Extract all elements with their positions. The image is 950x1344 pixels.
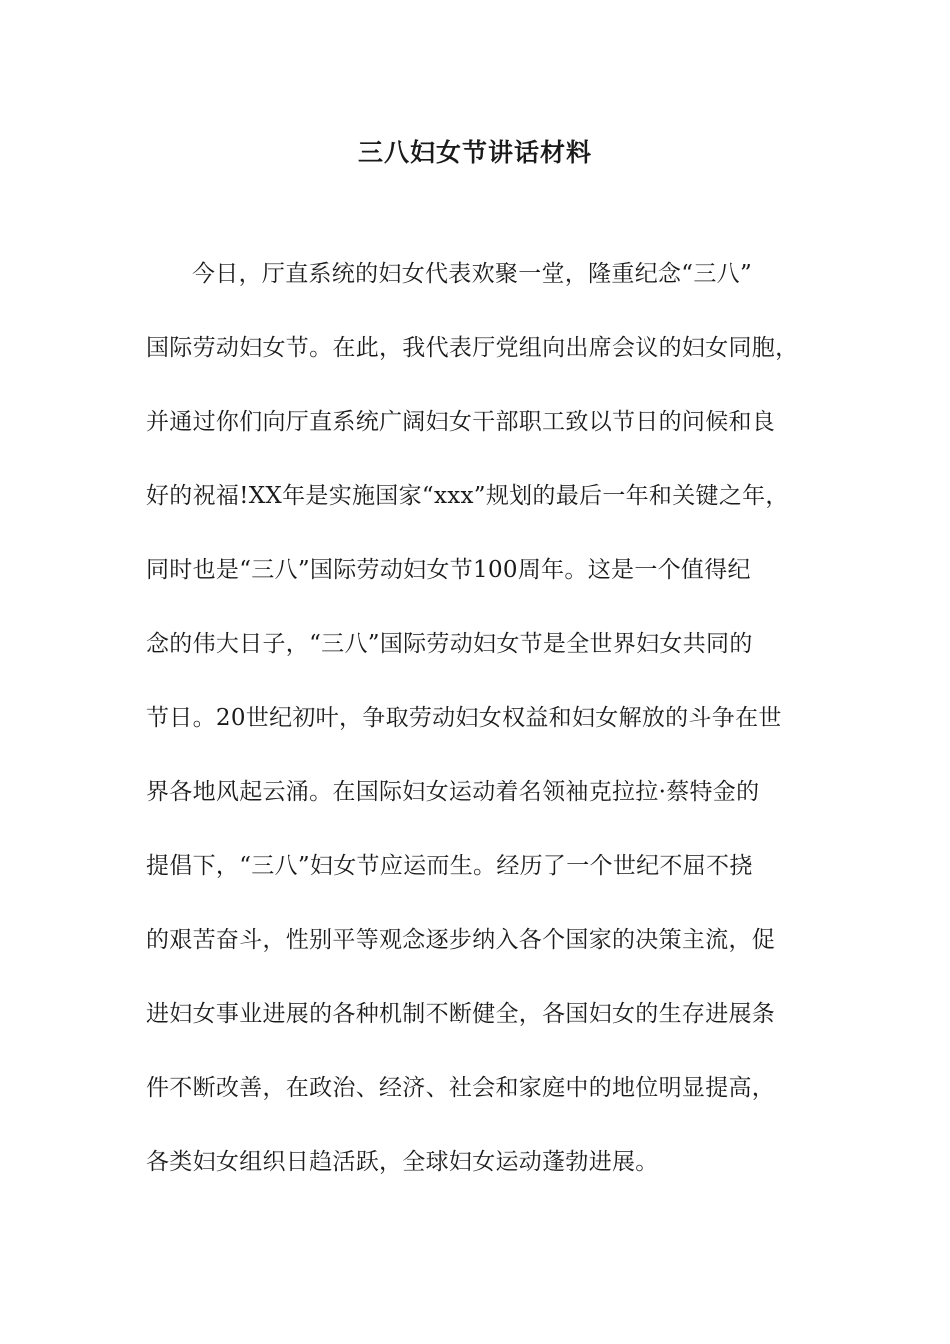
paragraph-line: 提倡下，“三八”妇女节应运而生。经历了一个世纪不屈不挠	[146, 853, 753, 879]
paragraph-line: 节日。20世纪初叶，争取劳动妇女权益和妇女解放的斗争在世	[146, 705, 782, 731]
document-title: 三八妇女节讲话材料	[357, 138, 592, 167]
paragraph-line: 好的祝福!XX年是实施国家“xxx”规划的最后一年和关键之年，	[146, 483, 789, 509]
paragraph-line: 念的伟大日子，“三八”国际劳动妇女节是全世界妇女共同的	[146, 631, 753, 657]
paragraph-line: 同时也是“三八”国际劳动妇女节100周年。这是一个值得纪	[146, 557, 751, 583]
paragraph-line: 各类妇女组织日趋活跃，全球妇女运动蓬勃进展。	[146, 1149, 659, 1175]
paragraph-line: 的艰苦奋斗，性别平等观念逐步纳入各个国家的决策主流，促	[146, 927, 776, 953]
paragraph-line: 界各地风起云涌。在国际妇女运动着名领袖克拉拉·蔡特金的	[146, 779, 760, 805]
paragraph-line: 件不断改善，在政治、经济、社会和家庭中的地位明显提高，	[146, 1075, 776, 1101]
paragraph-line: 今日，厅直系统的妇女代表欢聚一堂，隆重纪念“三八”	[192, 261, 753, 287]
paragraph-line: 进妇女事业进展的各种机制不断健全，各国妇女的生存进展条	[146, 1001, 776, 1027]
paragraph-line: 并通过你们向厅直系统广阔妇女干部职工致以节日的问候和良	[146, 409, 776, 435]
paragraph-line: 国际劳动妇女节。在此，我代表厅党组向出席会议的妇女同胞，	[146, 335, 799, 361]
